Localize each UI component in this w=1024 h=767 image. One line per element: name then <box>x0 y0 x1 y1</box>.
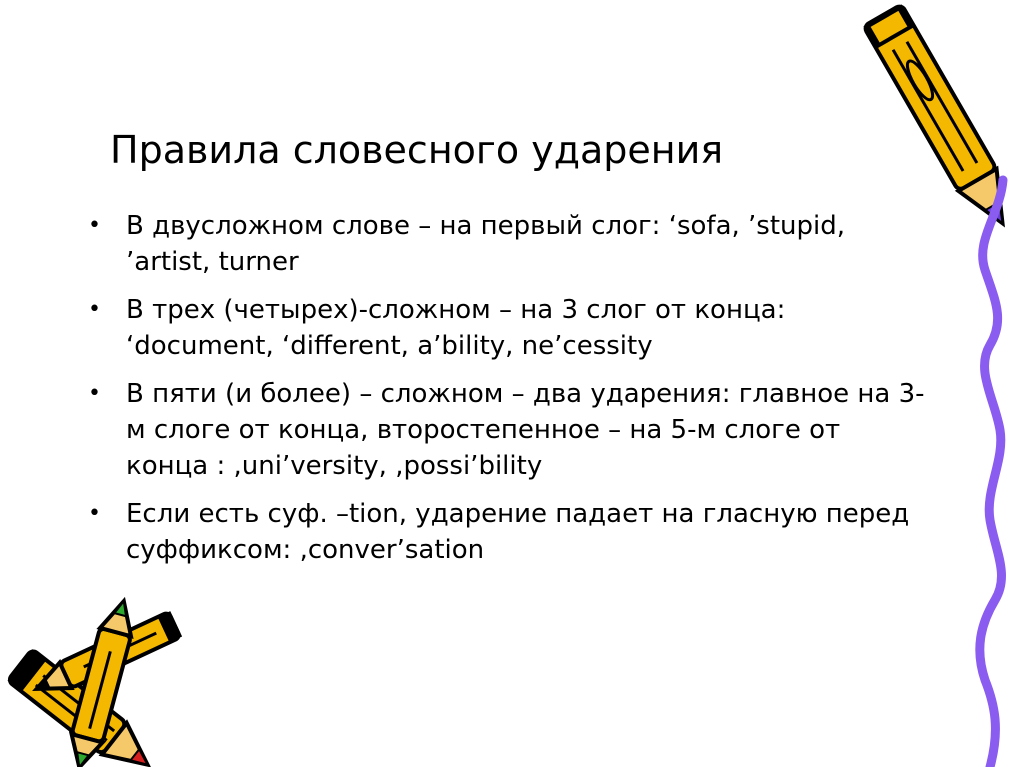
bullet-text: В пяти (и более) – сложном – два ударения: главное на 3-м слоге от конца, второстепенное – на 5-м слоге от конца : ,uni’versity, ,possi’bility <box>126 379 925 481</box>
bullet-marker: • <box>88 213 101 238</box>
bullet-text: В двусложном слове – на первый слог: ‘sofa, ’stupid, ’artist, turner <box>126 211 846 277</box>
bullet-list <box>88 208 928 580</box>
list-item <box>88 376 928 484</box>
slide-title: Правила словесного ударения <box>110 128 724 172</box>
list-item <box>88 208 928 280</box>
bullet-text: Если есть суф. –tion, ударение падает на гласную перед суффиксом: ,conver’sation <box>126 499 910 565</box>
bullet-marker: • <box>88 381 101 406</box>
bullet-text: В трех (четырех)-сложном – на 3 слог от конца: ‘document, ‘different, a’bility, ne’cessity <box>126 295 786 361</box>
bullet-marker: • <box>88 501 101 526</box>
bullet-marker: • <box>88 297 101 322</box>
list-item <box>88 496 928 568</box>
list-item <box>88 292 928 364</box>
